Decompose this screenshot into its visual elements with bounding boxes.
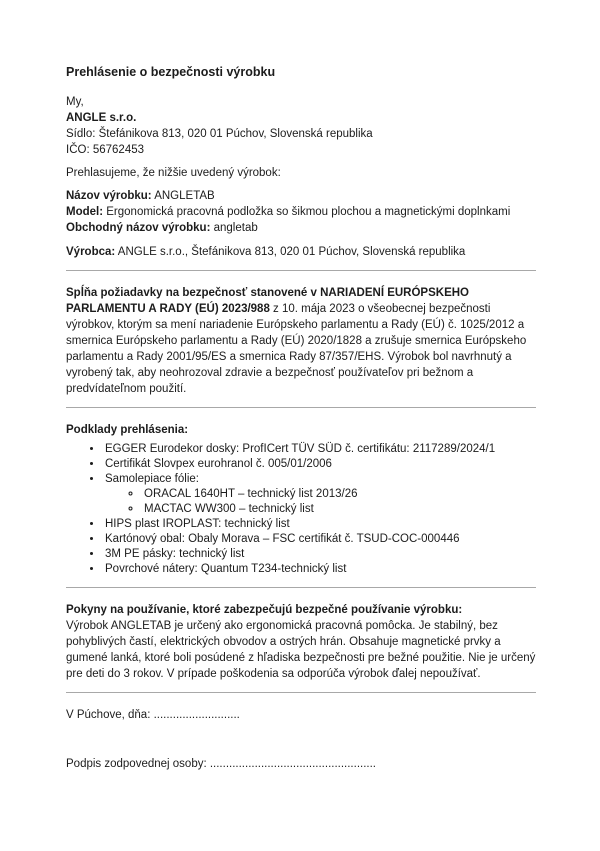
product-name-value: ANGLETAB [154,190,215,202]
list-item-text: Kartónový obal: Obaly Morava – FSC certifikát č. TSUD-COC-000446 [105,533,460,545]
list-item-text: 3M PE pásky: technický list [105,548,245,560]
divider-top-basis [66,407,536,408]
instructions-paragraph: Výrobok ANGLETAB je určený ako ergonomická pracovná pomôcka. Je stabilný, bez pohyblivých častí, elektrických obvodov a ostrých hrán. Obsahuje magnetické prvky a gumené lanká, ktoré boli posúdené z hľadiska bezpečnosti pre bežné použitie. Nie je určený pre deti do 3 rokov. V prípade poškodenia sa odporúča výrobok ďalej nepoužívať. [66,620,536,680]
list-item-text: Povrchové nátery: Quantum T234-technický list [105,563,347,575]
page-title: Prehlásenie o bezpečnosti výrobku [66,65,276,79]
manufacturer-label: Výrobca: [66,246,116,258]
product-name-line [66,188,536,204]
list-item-text: Samolepiace fólie: [105,473,199,485]
compliance-paragraph [66,285,536,397]
list-item-text: Certifikát Slovpex eurohranol č. 005/01/2006 [105,458,332,470]
compliance-rest-text: z 10. mája 2023 o všeobecnej bezpečnosti výrobkov, ktorým sa mení nariadenie Európskeho parlamentu a Rady (EÚ) č. 1025/2012 a smernica Európskeho parlamentu a Rady (EÚ) 2020/1828 a zrušuje smernica Európskeho parlamentu a Rady 2001/95/ES a smernica Rady 87/357/EHS. Výrobok bol navrhnutý a vyrobený tak, aby neohrozoval zdravie a bezpečnosť používateľov pri bežnom a predvídateľnom použití. [66,303,527,395]
declaration-intro: Prehlasujeme, že nižšie uvedený výrobok: [66,167,281,179]
product-trade-line [66,220,536,236]
product-model-line [66,204,536,220]
sub-list-item: ◦ MACTAC WW300 – technický list [142,502,536,517]
list-item [103,472,536,517]
product-trade-value: angletab [213,222,258,234]
basis-list [66,442,536,577]
compliance-bold-text: Spĺňa požiadavky na bezpečnosť stanovené v NARIADENÍ EURÓPSKEHO PARLAMENTU A RADY (EÚ) 2023/988 [66,287,469,315]
manufacturer-value: ANGLE s.r.o., Štefánikova 813, 020 01 Púchov, Slovenská republika [117,246,466,258]
sub-list-item: ◦ ORACAL 1640HT – technický list 2013/26 [142,487,536,502]
list-item [103,547,536,562]
basis-heading: Podklady prehlásenia: [66,424,189,436]
product-model-value: Ergonomická pracovná podložka so šikmou plochou a magnetickými doplnkami [106,206,511,218]
date-line: V Púchove, dňa: ........................... [66,709,240,721]
product-block [66,188,536,236]
divider-top-footer [66,692,536,693]
company-address: Sídlo: Štefánikova 813, 020 01 Púchov, Slovenská republika [66,128,373,140]
declarant-intro: My, [66,96,84,108]
signature-line: Podpis zodpovednej osoby: .................................................... [66,758,376,770]
list-item [103,517,536,532]
product-name-label: Názov výrobku: [66,190,152,202]
list-item-text: EGGER Eurodekor dosky: ProfICert TÜV SÜD č. certifikátu: 2117289/2024/1 [105,443,496,455]
basis-sublist [105,487,536,517]
divider-top-instructions [66,587,536,588]
manufacturer-line [66,244,536,260]
company-ico: IČO: 56762453 [66,144,145,156]
list-item [103,532,536,547]
company-name: ANGLE s.r.o. [66,112,137,124]
instructions-heading: Pokyny na používanie, ktoré zabezpečujú bezpečné používanie výrobku: [66,604,463,616]
product-trade-label: Obchodný názov výrobku: [66,222,211,234]
divider-top-compliance [66,270,536,271]
list-item [103,442,536,457]
list-item [103,562,536,577]
product-model-label: Model: [66,206,104,218]
list-item [103,457,536,472]
list-item-text: HIPS plast IROPLAST: technický list [105,518,290,530]
